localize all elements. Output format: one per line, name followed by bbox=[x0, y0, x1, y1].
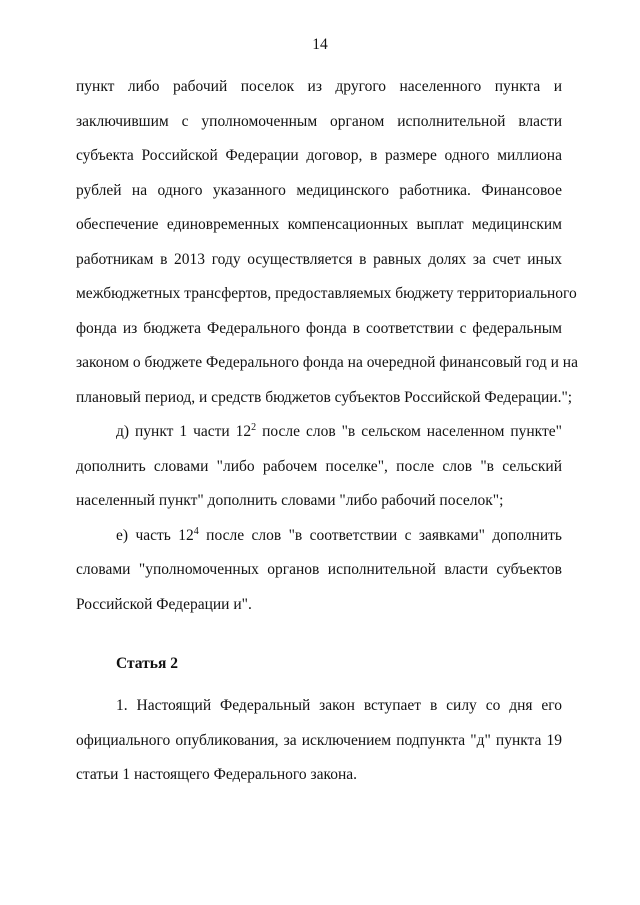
text-line: дополнить словами "либо рабочем поселке", после слов "в сельский bbox=[76, 457, 562, 475]
text-fragment: д) пункт 1 части 12 bbox=[116, 423, 252, 440]
text-line: законом о бюджете Федерального фонда на очередной финансовый год и на bbox=[76, 354, 578, 371]
text-line: населенный пункт" дополнить словами "либо рабочий поселок"; bbox=[76, 492, 504, 509]
text-fragment: е) часть 12 bbox=[116, 526, 194, 544]
text-line: работникам в 2013 году осуществляется в равных долях за счет иных bbox=[76, 250, 562, 268]
text-line bbox=[76, 415, 562, 450]
text-line: обеспечение единовременных компенсационных выплат медицинским bbox=[76, 216, 562, 233]
paragraph-continuation bbox=[76, 70, 578, 415]
article-body bbox=[76, 689, 562, 793]
text-line: межбюджетных трансфертов, предоставляемых бюджету территориального bbox=[76, 285, 577, 302]
text-line: официального опубликования, за исключением подпункта "д" пункта 19 bbox=[76, 731, 562, 749]
text-line: субъекта Российской Федерации договор, в размере одного миллиона bbox=[76, 147, 562, 164]
text-line: 1. Настоящий Федеральный закон вступает в силу со дня его bbox=[116, 697, 562, 714]
text-line: плановый период, и средств бюджетов субъектов Российской Федерации."; bbox=[76, 388, 573, 406]
article-heading: Статья 2 bbox=[116, 655, 178, 672]
paragraph-item-d bbox=[76, 415, 562, 519]
superscript: 4 bbox=[193, 525, 199, 537]
text-fragment: после слов "в соответствии с заявками" дополнить bbox=[198, 526, 562, 544]
text-line bbox=[76, 519, 562, 554]
text-line: фонда из бюджета Федерального фонда в соответствии с федеральным bbox=[76, 319, 562, 337]
text-line: рублей на одного указанного медицинского работника. Финансовое bbox=[76, 181, 562, 199]
text-line: пункт либо рабочий поселок из другого населенного пункта и bbox=[76, 78, 562, 95]
document-body bbox=[76, 70, 578, 622]
text-fragment: после слов "в сельском населенном пункте" bbox=[256, 423, 562, 440]
text-line: Российской Федерации и". bbox=[76, 595, 252, 613]
page-number: 14 bbox=[312, 36, 328, 53]
text-line: статьи 1 настоящего Федерального закона. bbox=[76, 766, 358, 783]
superscript: 2 bbox=[251, 422, 257, 433]
text-line: словами "уполномоченных органов исполнительной власти субъектов bbox=[76, 561, 562, 578]
text-line: заключившим с уполномоченным органом исполнительной власти bbox=[76, 112, 562, 130]
paragraph-item-e bbox=[76, 519, 562, 623]
